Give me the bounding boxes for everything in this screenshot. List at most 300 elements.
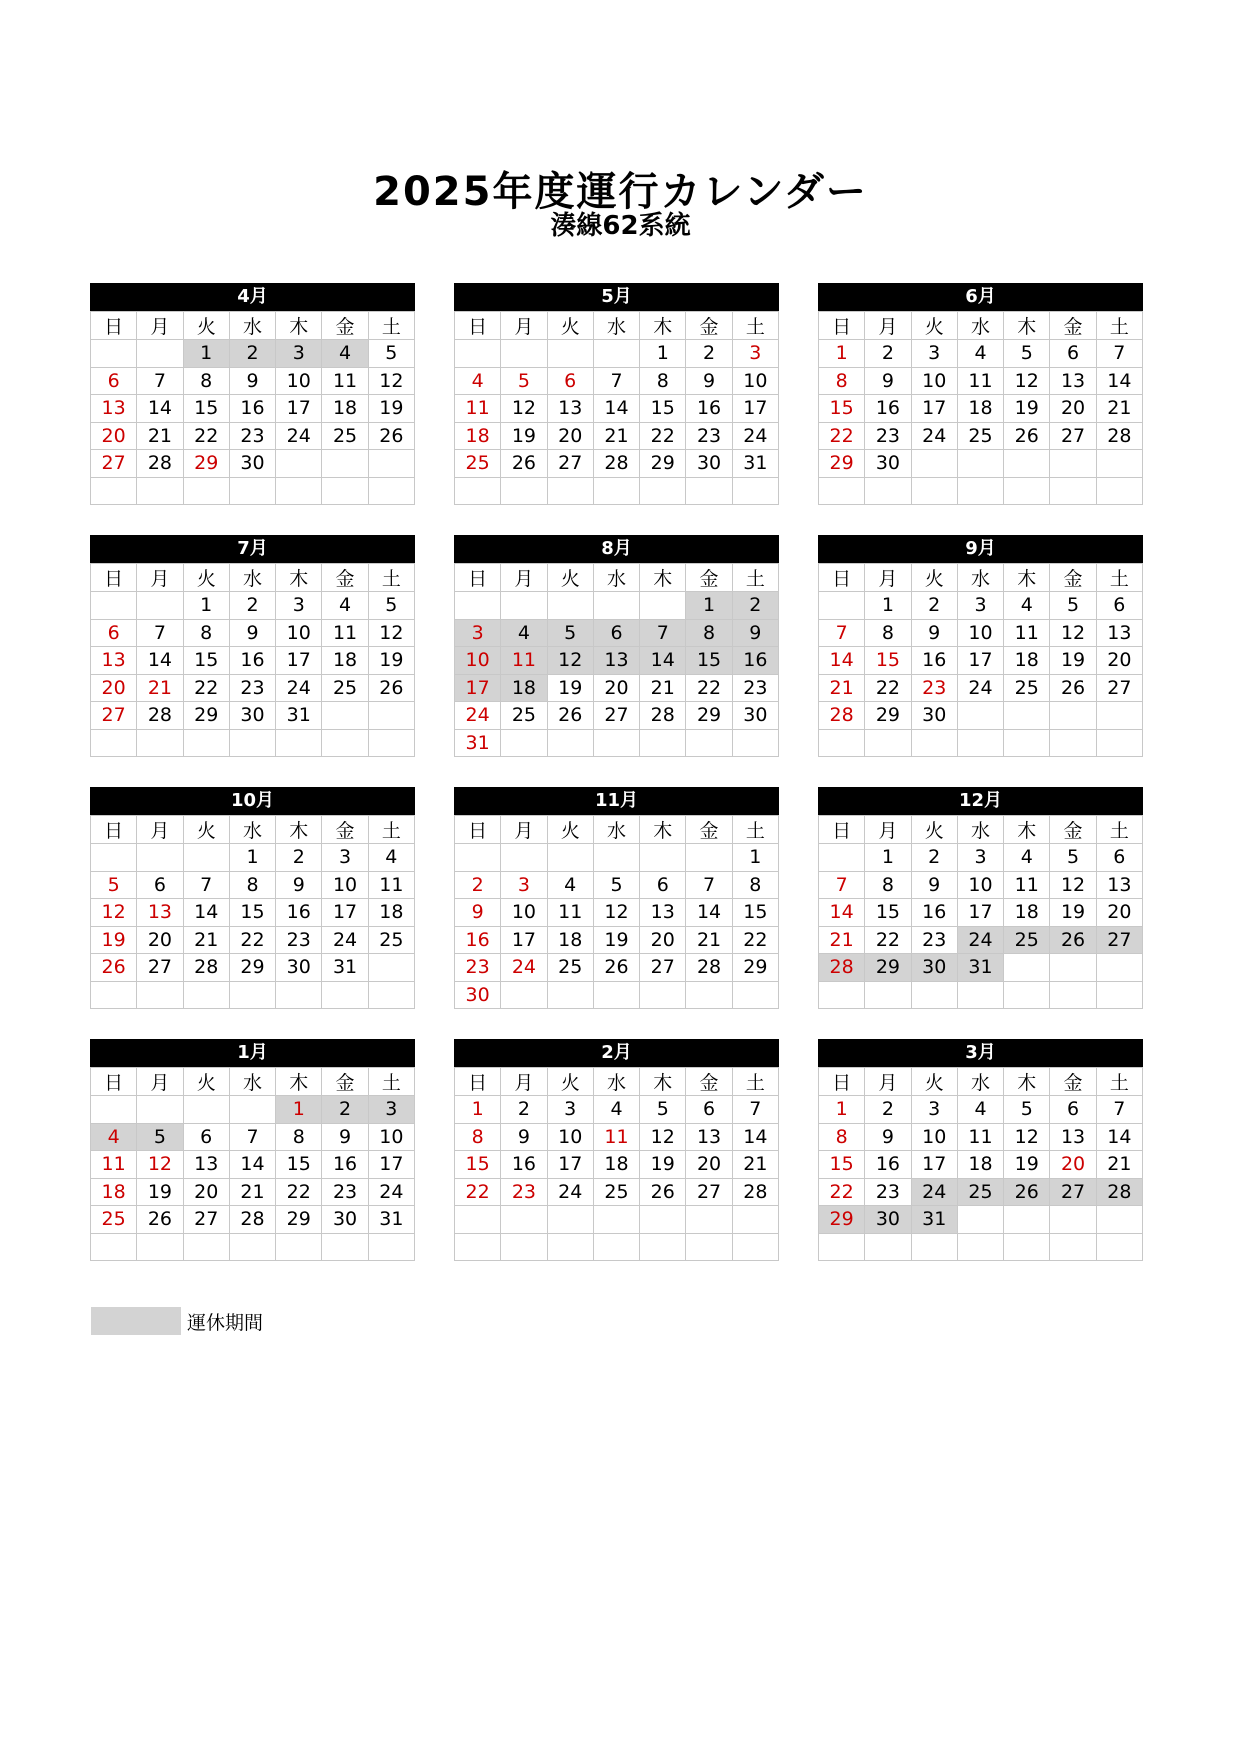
empty-cell — [593, 981, 639, 1009]
day-cell: 21 — [137, 674, 183, 702]
empty-cell — [547, 844, 593, 872]
weekday-header: 火 — [183, 816, 229, 844]
day-cell: 8 — [865, 619, 911, 647]
day-cell: 9 — [229, 367, 275, 395]
day-cell: 7 — [1096, 340, 1142, 368]
empty-cell — [1050, 954, 1096, 982]
empty-cell — [865, 729, 911, 757]
day-cell: 30 — [911, 954, 957, 982]
weekday-header: 水 — [229, 564, 275, 592]
day-cell: 10 — [957, 619, 1003, 647]
day-cell: 9 — [865, 1123, 911, 1151]
empty-cell — [137, 981, 183, 1009]
day-cell: 1 — [686, 592, 732, 620]
day-cell: 21 — [229, 1178, 275, 1206]
day-cell: 12 — [593, 899, 639, 927]
empty-cell — [501, 981, 547, 1009]
day-cell: 27 — [1096, 674, 1142, 702]
day-cell: 19 — [91, 926, 137, 954]
day-cell: 25 — [455, 450, 501, 478]
empty-cell — [593, 592, 639, 620]
day-cell: 27 — [593, 702, 639, 730]
day-cell: 8 — [686, 619, 732, 647]
day-cell: 22 — [686, 674, 732, 702]
day-cell: 26 — [593, 954, 639, 982]
weekday-header: 水 — [957, 564, 1003, 592]
weekday-header: 木 — [276, 312, 322, 340]
day-cell: 10 — [547, 1123, 593, 1151]
empty-cell — [137, 340, 183, 368]
day-cell: 9 — [911, 871, 957, 899]
day-cell: 6 — [91, 367, 137, 395]
day-cell: 20 — [686, 1151, 732, 1179]
day-cell: 17 — [911, 395, 957, 423]
weekday-header: 金 — [322, 312, 368, 340]
day-cell: 14 — [640, 647, 686, 675]
day-cell: 7 — [732, 1096, 778, 1124]
empty-cell — [183, 477, 229, 505]
day-cell: 5 — [547, 619, 593, 647]
empty-cell — [1050, 450, 1096, 478]
weekday-header: 金 — [686, 312, 732, 340]
empty-cell — [732, 1206, 778, 1234]
empty-cell — [137, 592, 183, 620]
day-cell: 18 — [1004, 899, 1050, 927]
empty-cell — [911, 450, 957, 478]
day-cell: 22 — [183, 674, 229, 702]
day-cell: 17 — [547, 1151, 593, 1179]
day-cell: 3 — [276, 340, 322, 368]
day-cell: 25 — [957, 422, 1003, 450]
weekday-header: 日 — [91, 312, 137, 340]
weekday-header: 月 — [865, 1068, 911, 1096]
weekday-header: 月 — [501, 312, 547, 340]
day-cell: 1 — [455, 1096, 501, 1124]
day-cell: 28 — [819, 954, 865, 982]
weekday-header: 金 — [1050, 564, 1096, 592]
day-cell: 23 — [732, 674, 778, 702]
day-cell: 18 — [322, 647, 368, 675]
weekday-header: 月 — [137, 312, 183, 340]
day-cell: 17 — [322, 899, 368, 927]
day-cell: 28 — [640, 702, 686, 730]
weekday-header: 水 — [957, 1068, 1003, 1096]
weekday-header: 土 — [732, 816, 778, 844]
day-cell: 8 — [276, 1123, 322, 1151]
day-cell: 10 — [276, 367, 322, 395]
month-calendar — [454, 787, 779, 1009]
day-cell: 24 — [547, 1178, 593, 1206]
month-calendar — [90, 535, 415, 757]
empty-cell — [593, 340, 639, 368]
weekday-header: 土 — [368, 1068, 414, 1096]
day-cell: 2 — [686, 340, 732, 368]
empty-cell — [732, 729, 778, 757]
weekday-header: 日 — [455, 312, 501, 340]
empty-cell — [957, 1233, 1003, 1261]
empty-cell — [865, 477, 911, 505]
weekday-header: 金 — [686, 1068, 732, 1096]
day-cell: 31 — [455, 729, 501, 757]
day-cell: 26 — [1004, 422, 1050, 450]
day-cell: 27 — [547, 450, 593, 478]
empty-cell — [1096, 1206, 1142, 1234]
day-cell: 19 — [137, 1178, 183, 1206]
day-cell: 18 — [957, 395, 1003, 423]
empty-cell — [501, 729, 547, 757]
day-cell: 26 — [1004, 1178, 1050, 1206]
day-cell: 14 — [229, 1151, 275, 1179]
empty-cell — [368, 1233, 414, 1261]
month-calendar — [90, 787, 415, 1009]
day-cell: 15 — [686, 647, 732, 675]
weekday-header: 火 — [547, 1068, 593, 1096]
day-cell: 23 — [865, 422, 911, 450]
day-cell: 29 — [732, 954, 778, 982]
day-cell: 13 — [91, 647, 137, 675]
day-cell: 12 — [501, 395, 547, 423]
empty-cell — [91, 477, 137, 505]
day-cell: 13 — [1096, 871, 1142, 899]
day-cell: 10 — [322, 871, 368, 899]
day-cell: 16 — [229, 647, 275, 675]
day-cell: 17 — [276, 395, 322, 423]
day-cell: 23 — [229, 674, 275, 702]
weekday-header: 土 — [1096, 1068, 1142, 1096]
day-cell: 18 — [91, 1178, 137, 1206]
day-cell: 14 — [137, 395, 183, 423]
day-cell: 20 — [91, 422, 137, 450]
day-cell: 5 — [91, 871, 137, 899]
day-cell: 12 — [1004, 1123, 1050, 1151]
day-cell: 28 — [1096, 1178, 1142, 1206]
empty-cell — [547, 477, 593, 505]
day-cell: 10 — [732, 367, 778, 395]
day-cell: 24 — [957, 926, 1003, 954]
empty-cell — [91, 592, 137, 620]
empty-cell — [1050, 1233, 1096, 1261]
day-cell: 17 — [368, 1151, 414, 1179]
day-cell: 27 — [91, 450, 137, 478]
day-cell: 31 — [368, 1206, 414, 1234]
empty-cell — [1050, 1206, 1096, 1234]
day-cell: 11 — [322, 619, 368, 647]
day-cell: 6 — [137, 871, 183, 899]
weekday-header: 月 — [137, 564, 183, 592]
day-cell: 5 — [1004, 340, 1050, 368]
empty-cell — [547, 1233, 593, 1261]
empty-cell — [1004, 702, 1050, 730]
day-cell: 16 — [455, 926, 501, 954]
day-cell: 20 — [547, 422, 593, 450]
day-cell: 6 — [1050, 1096, 1096, 1124]
day-cell: 24 — [501, 954, 547, 982]
day-cell: 2 — [732, 592, 778, 620]
empty-cell — [137, 729, 183, 757]
day-cell: 30 — [686, 450, 732, 478]
day-cell: 12 — [1050, 871, 1096, 899]
day-cell: 19 — [368, 395, 414, 423]
empty-cell — [957, 981, 1003, 1009]
day-cell: 20 — [1096, 647, 1142, 675]
day-cell: 17 — [455, 674, 501, 702]
month-header: 3月 — [818, 1039, 1143, 1067]
month-calendar — [818, 787, 1143, 1009]
day-cell: 13 — [1096, 619, 1142, 647]
day-cell: 21 — [686, 926, 732, 954]
empty-cell — [183, 1096, 229, 1124]
weekday-header: 月 — [137, 816, 183, 844]
empty-cell — [91, 981, 137, 1009]
weekday-header: 金 — [322, 816, 368, 844]
month-header: 10月 — [90, 787, 415, 815]
empty-cell — [819, 1233, 865, 1261]
empty-cell — [91, 340, 137, 368]
day-cell: 6 — [183, 1123, 229, 1151]
day-cell: 4 — [957, 340, 1003, 368]
weekday-header: 水 — [593, 312, 639, 340]
day-cell: 2 — [229, 340, 275, 368]
day-cell: 14 — [819, 647, 865, 675]
weekday-header: 土 — [368, 564, 414, 592]
day-cell: 21 — [1096, 395, 1142, 423]
day-cell: 8 — [183, 367, 229, 395]
day-cell: 28 — [137, 702, 183, 730]
month-header: 5月 — [454, 283, 779, 311]
empty-cell — [276, 477, 322, 505]
weekday-header: 火 — [911, 1068, 957, 1096]
day-cell: 11 — [593, 1123, 639, 1151]
day-cell: 18 — [322, 395, 368, 423]
day-cell: 20 — [137, 926, 183, 954]
day-cell: 20 — [91, 674, 137, 702]
empty-cell — [1004, 450, 1050, 478]
weekday-header: 火 — [547, 816, 593, 844]
day-cell: 31 — [322, 954, 368, 982]
legend-swatch — [91, 1307, 181, 1335]
day-cell: 13 — [593, 647, 639, 675]
day-cell: 17 — [911, 1151, 957, 1179]
day-cell: 28 — [593, 450, 639, 478]
empty-cell — [368, 477, 414, 505]
day-cell: 1 — [819, 340, 865, 368]
empty-cell — [183, 844, 229, 872]
day-cell: 22 — [183, 422, 229, 450]
empty-cell — [501, 592, 547, 620]
day-cell: 4 — [455, 367, 501, 395]
empty-cell — [455, 844, 501, 872]
day-cell: 19 — [1050, 647, 1096, 675]
day-cell: 25 — [1004, 926, 1050, 954]
day-cell: 2 — [501, 1096, 547, 1124]
day-cell: 16 — [732, 647, 778, 675]
day-cell: 17 — [501, 926, 547, 954]
day-cell: 12 — [137, 1151, 183, 1179]
empty-cell — [1004, 1206, 1050, 1234]
weekday-header: 日 — [455, 816, 501, 844]
day-cell: 3 — [368, 1096, 414, 1124]
empty-cell — [455, 592, 501, 620]
day-cell: 1 — [229, 844, 275, 872]
day-cell: 20 — [183, 1178, 229, 1206]
day-cell: 28 — [1096, 422, 1142, 450]
empty-cell — [276, 729, 322, 757]
day-cell: 21 — [819, 674, 865, 702]
day-cell: 8 — [455, 1123, 501, 1151]
empty-cell — [229, 1096, 275, 1124]
weekday-header: 金 — [1050, 1068, 1096, 1096]
day-cell: 20 — [1096, 899, 1142, 927]
empty-cell — [183, 981, 229, 1009]
day-cell: 7 — [229, 1123, 275, 1151]
empty-cell — [1050, 981, 1096, 1009]
day-cell: 27 — [1096, 926, 1142, 954]
day-cell: 21 — [593, 422, 639, 450]
day-cell: 16 — [911, 647, 957, 675]
day-cell: 12 — [368, 367, 414, 395]
weekday-header: 金 — [686, 816, 732, 844]
weekday-header: 火 — [547, 564, 593, 592]
day-cell: 8 — [183, 619, 229, 647]
day-cell: 30 — [865, 450, 911, 478]
empty-cell — [640, 592, 686, 620]
weekday-header: 土 — [1096, 312, 1142, 340]
day-cell: 29 — [276, 1206, 322, 1234]
day-cell: 9 — [911, 619, 957, 647]
empty-cell — [368, 450, 414, 478]
day-cell: 29 — [640, 450, 686, 478]
empty-cell — [368, 729, 414, 757]
day-cell: 30 — [276, 954, 322, 982]
weekday-header: 土 — [368, 312, 414, 340]
empty-cell — [1096, 450, 1142, 478]
empty-cell — [501, 1206, 547, 1234]
empty-cell — [911, 1233, 957, 1261]
empty-cell — [1004, 981, 1050, 1009]
empty-cell — [957, 450, 1003, 478]
day-cell: 19 — [593, 926, 639, 954]
month-header: 6月 — [818, 283, 1143, 311]
day-cell: 3 — [732, 340, 778, 368]
empty-cell — [501, 340, 547, 368]
day-cell: 11 — [501, 647, 547, 675]
legend-label: 運休期間 — [187, 1311, 264, 1334]
day-cell: 9 — [501, 1123, 547, 1151]
day-cell: 5 — [368, 592, 414, 620]
day-cell: 7 — [137, 619, 183, 647]
day-cell: 1 — [865, 844, 911, 872]
month-header: 7月 — [90, 535, 415, 563]
day-cell: 29 — [819, 450, 865, 478]
day-cell: 5 — [1050, 592, 1096, 620]
day-cell: 29 — [229, 954, 275, 982]
day-cell: 11 — [957, 367, 1003, 395]
empty-cell — [229, 729, 275, 757]
day-cell: 3 — [501, 871, 547, 899]
day-cell: 26 — [137, 1206, 183, 1234]
day-cell: 10 — [911, 367, 957, 395]
day-cell: 17 — [276, 647, 322, 675]
weekday-header: 月 — [865, 816, 911, 844]
empty-cell — [640, 1206, 686, 1234]
day-cell: 3 — [547, 1096, 593, 1124]
day-cell: 6 — [91, 619, 137, 647]
empty-cell — [732, 1233, 778, 1261]
day-cell: 18 — [957, 1151, 1003, 1179]
empty-cell — [819, 477, 865, 505]
day-cell: 24 — [911, 422, 957, 450]
day-cell: 1 — [640, 340, 686, 368]
weekday-header: 水 — [229, 1068, 275, 1096]
day-cell: 16 — [322, 1151, 368, 1179]
day-cell: 4 — [593, 1096, 639, 1124]
day-cell: 1 — [732, 844, 778, 872]
day-cell: 2 — [229, 592, 275, 620]
day-cell: 4 — [1004, 844, 1050, 872]
weekday-header: 月 — [501, 1068, 547, 1096]
day-cell: 20 — [1050, 395, 1096, 423]
day-cell: 16 — [276, 899, 322, 927]
day-cell: 30 — [732, 702, 778, 730]
day-cell: 4 — [1004, 592, 1050, 620]
empty-cell — [91, 1096, 137, 1124]
day-cell: 6 — [1050, 340, 1096, 368]
day-cell: 8 — [229, 871, 275, 899]
day-cell: 15 — [276, 1151, 322, 1179]
day-cell: 2 — [911, 844, 957, 872]
day-cell: 22 — [865, 674, 911, 702]
empty-cell — [1096, 1233, 1142, 1261]
weekday-header: 水 — [229, 816, 275, 844]
day-cell: 23 — [322, 1178, 368, 1206]
day-cell: 12 — [1004, 367, 1050, 395]
day-cell: 24 — [322, 926, 368, 954]
day-cell: 23 — [686, 422, 732, 450]
weekday-header: 木 — [1004, 312, 1050, 340]
empty-cell — [640, 981, 686, 1009]
day-cell: 6 — [640, 871, 686, 899]
day-cell: 4 — [957, 1096, 1003, 1124]
day-cell: 6 — [686, 1096, 732, 1124]
day-cell: 5 — [1004, 1096, 1050, 1124]
day-cell: 13 — [1050, 1123, 1096, 1151]
month-calendar — [818, 1039, 1143, 1261]
day-cell: 20 — [593, 674, 639, 702]
empty-cell — [547, 729, 593, 757]
day-cell: 26 — [501, 450, 547, 478]
day-cell: 4 — [322, 340, 368, 368]
day-cell: 14 — [137, 647, 183, 675]
weekday-header: 月 — [501, 564, 547, 592]
empty-cell — [732, 981, 778, 1009]
empty-cell — [865, 981, 911, 1009]
day-cell: 10 — [368, 1123, 414, 1151]
day-cell: 26 — [368, 674, 414, 702]
day-cell: 3 — [957, 592, 1003, 620]
day-cell: 15 — [640, 395, 686, 423]
empty-cell — [819, 844, 865, 872]
empty-cell — [593, 1206, 639, 1234]
day-cell: 29 — [183, 450, 229, 478]
weekday-header: 日 — [91, 564, 137, 592]
empty-cell — [137, 1233, 183, 1261]
empty-cell — [501, 477, 547, 505]
day-cell: 22 — [229, 926, 275, 954]
day-cell: 22 — [276, 1178, 322, 1206]
day-cell: 17 — [957, 899, 1003, 927]
month-header: 12月 — [818, 787, 1143, 815]
empty-cell — [1096, 981, 1142, 1009]
